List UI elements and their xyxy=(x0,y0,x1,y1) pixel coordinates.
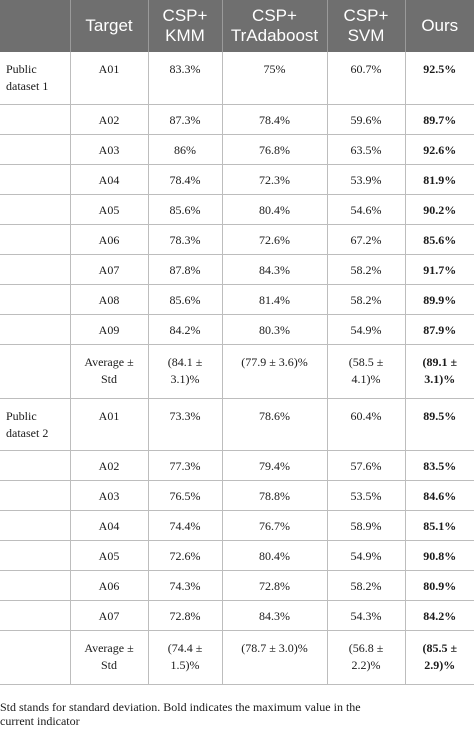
average-kmm-line: (74.4 ± xyxy=(167,640,203,655)
trada-cell: 72.8% xyxy=(222,570,327,600)
dataset-cell xyxy=(0,134,70,164)
trada-cell: 72.3% xyxy=(222,164,327,194)
kmm-cell: 73.3% xyxy=(148,398,222,450)
svm-cell: 58.2% xyxy=(327,284,405,314)
table-row xyxy=(0,600,474,630)
svm-cell: 60.7% xyxy=(327,52,405,104)
dataset-cell xyxy=(0,510,70,540)
average-trada-cell xyxy=(222,344,327,398)
svm-cell: 60.4% xyxy=(327,398,405,450)
table-row xyxy=(0,480,474,510)
table-row xyxy=(0,164,474,194)
dataset-cell xyxy=(0,480,70,510)
target-cell: A07 xyxy=(70,600,148,630)
average-kmm-cell xyxy=(148,630,222,684)
trada-cell: 76.7% xyxy=(222,510,327,540)
dataset-cell xyxy=(0,104,70,134)
average-kmm-line: 1.5)% xyxy=(170,657,200,672)
footnote-line2: current indicator xyxy=(0,714,80,728)
svm-cell: 63.5% xyxy=(327,134,405,164)
table-row xyxy=(0,52,474,104)
ours-cell: 89.7% xyxy=(405,104,474,134)
ours-cell: 89.9% xyxy=(405,284,474,314)
target-cell: A03 xyxy=(70,134,148,164)
header-csp-tradaboost-line1: CSP+ xyxy=(252,6,297,25)
target-cell: A06 xyxy=(70,570,148,600)
svm-cell: 54.9% xyxy=(327,540,405,570)
ours-cell: 80.9% xyxy=(405,570,474,600)
table-row xyxy=(0,450,474,480)
dataset-label-line: dataset 1 xyxy=(6,79,49,93)
average-svm-line: (58.5 ± xyxy=(348,354,384,369)
header-csp-kmm-line2: KMM xyxy=(165,26,205,45)
dataset-cell xyxy=(0,314,70,344)
ours-cell: 87.9% xyxy=(405,314,474,344)
ours-cell: 92.6% xyxy=(405,134,474,164)
dataset-cell xyxy=(0,600,70,630)
table-row xyxy=(0,314,474,344)
target-cell: A03 xyxy=(70,480,148,510)
average-ours-line: 2.9)% xyxy=(424,657,456,672)
dataset-label xyxy=(0,52,70,104)
table-footnote xyxy=(0,700,474,728)
svm-cell: 54.9% xyxy=(327,314,405,344)
trada-cell: 80.3% xyxy=(222,314,327,344)
table-row xyxy=(0,570,474,600)
trada-cell: 76.8% xyxy=(222,134,327,164)
header-row xyxy=(0,0,474,52)
trada-cell: 80.4% xyxy=(222,540,327,570)
kmm-cell: 77.3% xyxy=(148,450,222,480)
average-target-line: Average ± xyxy=(84,354,134,369)
trada-cell: 75% xyxy=(222,52,327,104)
kmm-cell: 78.4% xyxy=(148,164,222,194)
trada-cell: 78.4% xyxy=(222,104,327,134)
kmm-cell: 72.6% xyxy=(148,540,222,570)
header-csp-svm-line2: SVM xyxy=(347,26,385,45)
average-trada-line: (78.7 ± 3.0)% xyxy=(241,640,308,655)
kmm-cell: 84.2% xyxy=(148,314,222,344)
table-row xyxy=(0,134,474,164)
dataset-cell xyxy=(0,540,70,570)
table-row xyxy=(0,104,474,134)
table-row xyxy=(0,224,474,254)
svm-cell: 57.6% xyxy=(327,450,405,480)
target-cell: A02 xyxy=(70,104,148,134)
kmm-cell: 86% xyxy=(148,134,222,164)
average-svm-line: (56.8 ± xyxy=(348,640,384,655)
average-trada-cell xyxy=(222,630,327,684)
ours-cell: 92.5% xyxy=(405,52,474,104)
dataset-cell xyxy=(0,630,70,684)
average-target-cell xyxy=(70,630,148,684)
svm-cell: 58.2% xyxy=(327,254,405,284)
kmm-cell: 85.6% xyxy=(148,284,222,314)
average-row xyxy=(0,630,474,684)
target-cell: A05 xyxy=(70,540,148,570)
header-csp-svm-line1: CSP+ xyxy=(343,6,389,25)
footnote-line1: Std stands for standard deviation. Bold indicates the maximum value in the xyxy=(0,700,361,714)
target-cell: A02 xyxy=(70,450,148,480)
target-cell: A05 xyxy=(70,194,148,224)
ours-cell: 85.6% xyxy=(405,224,474,254)
target-cell: A01 xyxy=(70,52,148,104)
target-cell: A01 xyxy=(70,398,148,450)
header-csp-tradaboost xyxy=(222,0,327,52)
target-cell: A04 xyxy=(70,164,148,194)
dataset-cell xyxy=(0,224,70,254)
table-row xyxy=(0,254,474,284)
average-row xyxy=(0,344,474,398)
header-csp-tradaboost-line2: TrAdaboost xyxy=(230,26,319,45)
average-target-line: Std xyxy=(100,657,117,672)
average-target-cell xyxy=(70,344,148,398)
table-row xyxy=(0,284,474,314)
ours-cell: 81.9% xyxy=(405,164,474,194)
kmm-cell: 74.3% xyxy=(148,570,222,600)
dataset-label-line: Public xyxy=(6,62,37,76)
table-row xyxy=(0,398,474,450)
dataset-cell xyxy=(0,254,70,284)
trada-cell: 84.3% xyxy=(222,600,327,630)
svm-cell: 58.9% xyxy=(327,510,405,540)
header-csp-svm xyxy=(327,0,405,52)
target-cell: A04 xyxy=(70,510,148,540)
svm-cell: 54.3% xyxy=(327,600,405,630)
ours-cell: 83.5% xyxy=(405,450,474,480)
svm-cell: 54.6% xyxy=(327,194,405,224)
average-kmm-line: 3.1)% xyxy=(170,371,200,386)
header-csp-kmm-line1: CSP+ xyxy=(162,6,208,25)
kmm-cell: 87.8% xyxy=(148,254,222,284)
header-csp-kmm xyxy=(148,0,222,52)
dataset-cell xyxy=(0,344,70,398)
trada-cell: 79.4% xyxy=(222,450,327,480)
svm-cell: 58.2% xyxy=(327,570,405,600)
target-cell: A08 xyxy=(70,284,148,314)
svm-cell: 53.5% xyxy=(327,480,405,510)
svm-cell: 59.6% xyxy=(327,104,405,134)
average-kmm-line: (84.1 ± xyxy=(167,354,203,369)
ours-cell: 90.2% xyxy=(405,194,474,224)
svm-cell: 67.2% xyxy=(327,224,405,254)
kmm-cell: 76.5% xyxy=(148,480,222,510)
trada-cell: 80.4% xyxy=(222,194,327,224)
dataset-cell xyxy=(0,570,70,600)
kmm-cell: 74.4% xyxy=(148,510,222,540)
table-row xyxy=(0,540,474,570)
dataset-label-line: dataset 2 xyxy=(6,425,49,440)
average-svm-cell xyxy=(327,630,405,684)
svm-cell: 53.9% xyxy=(327,164,405,194)
average-kmm-cell xyxy=(148,344,222,398)
trada-cell: 78.8% xyxy=(222,480,327,510)
ours-cell: 84.6% xyxy=(405,480,474,510)
table-body xyxy=(0,52,474,684)
dataset-label xyxy=(0,398,70,450)
table-row xyxy=(0,194,474,224)
trada-cell: 84.3% xyxy=(222,254,327,284)
kmm-cell: 87.3% xyxy=(148,104,222,134)
average-svm-cell xyxy=(327,344,405,398)
ours-cell: 89.5% xyxy=(405,398,474,450)
header-ours: Ours xyxy=(405,0,474,52)
dataset-cell xyxy=(0,164,70,194)
average-svm-line: 4.1)% xyxy=(351,371,381,386)
dataset-cell xyxy=(0,450,70,480)
average-target-line: Average ± xyxy=(84,640,134,655)
trada-cell: 81.4% xyxy=(222,284,327,314)
ours-cell: 85.1% xyxy=(405,510,474,540)
target-cell: A09 xyxy=(70,314,148,344)
kmm-cell: 85.6% xyxy=(148,194,222,224)
target-cell: A07 xyxy=(70,254,148,284)
kmm-cell: 78.3% xyxy=(148,224,222,254)
trada-cell: 78.6% xyxy=(222,398,327,450)
ours-cell: 84.2% xyxy=(405,600,474,630)
average-ours-line: (85.5 ± xyxy=(422,640,458,655)
dataset-cell xyxy=(0,194,70,224)
average-ours-cell xyxy=(405,630,474,684)
average-target-line: Std xyxy=(100,371,117,386)
average-ours-line: 3.1)% xyxy=(424,371,456,386)
dataset-label-line: Public xyxy=(6,408,37,423)
kmm-cell: 72.8% xyxy=(148,600,222,630)
header-target: Target xyxy=(70,0,148,52)
ours-cell: 90.8% xyxy=(405,540,474,570)
trada-cell: 72.6% xyxy=(222,224,327,254)
average-svm-line: 2.2)% xyxy=(351,657,381,672)
average-trada-line: (77.9 ± 3.6)% xyxy=(241,354,308,369)
average-ours-cell xyxy=(405,344,474,398)
header-dataset-cell xyxy=(0,0,70,52)
average-ours-line: (89.1 ± xyxy=(422,354,458,369)
target-cell: A06 xyxy=(70,224,148,254)
kmm-cell: 83.3% xyxy=(148,52,222,104)
dataset-cell xyxy=(0,284,70,314)
ours-cell: 91.7% xyxy=(405,254,474,284)
table-row xyxy=(0,510,474,540)
